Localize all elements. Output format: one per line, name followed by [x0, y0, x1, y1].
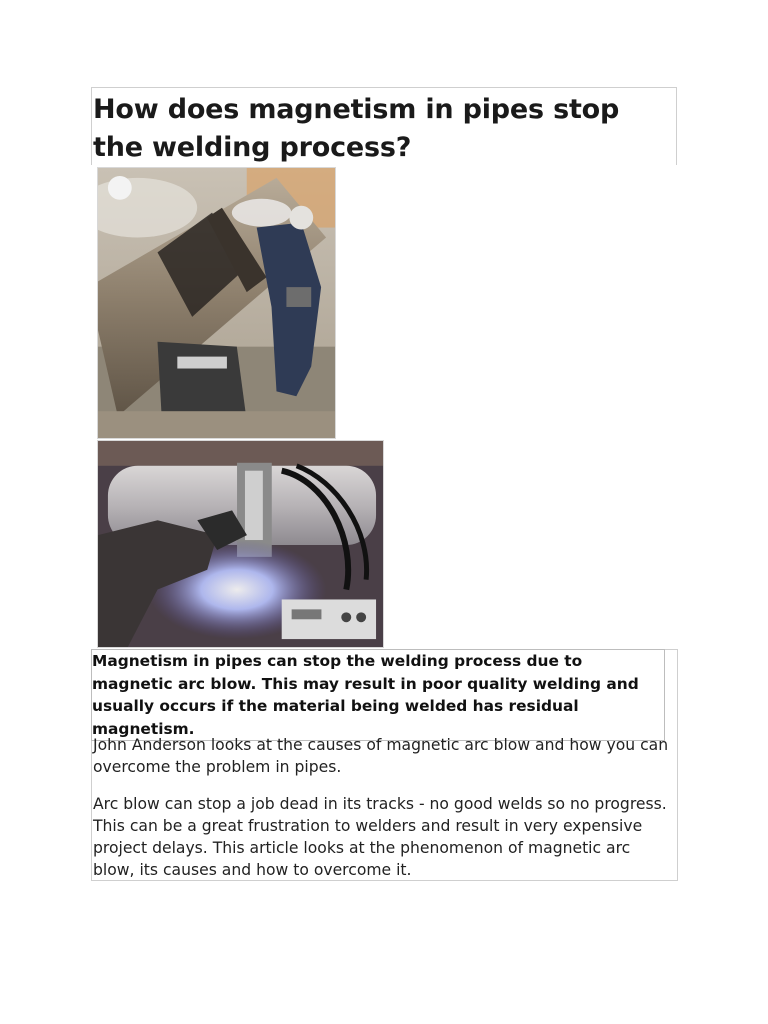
- body-paragraph-2: Arc blow can stop a job dead in its tracks - no good welds so no progress. This can be a great frustration to welders and result in very expensive project delays. This article looks at the phenomenon of magnetic arc blow, its causes and how to overcome it.: [93, 795, 667, 879]
- lead-paragraph: Magnetism in pipes can stop the welding process due to magnetic arc blow. This may result in poor quality welding and usually occurs if the material being welded has residual magnetism.: [92, 652, 639, 738]
- page-title: How does magnetism in pipes stop the welding process?: [93, 94, 620, 163]
- pipeline-welding-photo: [97, 167, 336, 439]
- lead-highlight: [92, 650, 664, 740]
- body-paragraph-1: John Anderson looks at the causes of magnetic arc blow and how you can overcome the problem in pipes.: [93, 736, 669, 776]
- welder-coil-photo: [97, 440, 384, 648]
